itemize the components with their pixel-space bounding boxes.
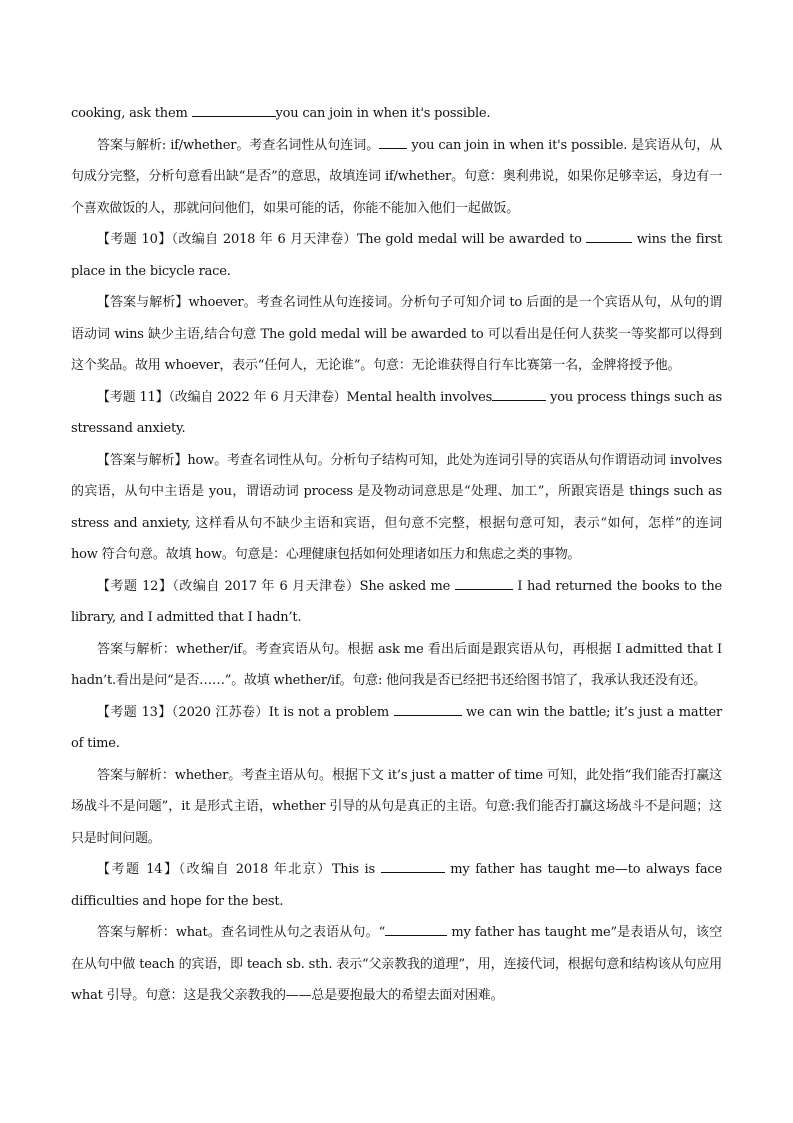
paragraph <box>71 760 722 855</box>
paragraph <box>71 98 722 130</box>
paragraph <box>71 917 722 1012</box>
paragraph-text: you can join in when it's possible. 是宾语从句，从句成分完整，分析句意看出缺“是否”的意思，故填连词 if/whether。句意：奥利弗说，如果你足够幸运，身边有一个喜欢做饭的人，那就问问他们，如果可能的话，你能不能加入他们一起做饭。 <box>71 137 722 216</box>
paragraph-text: we can win the battle; it’s just a matter of time. <box>71 704 722 751</box>
paragraph-text: 【考题 11】（改编自 2022 年 6 月天津卷）Mental health involves <box>97 389 493 405</box>
paragraph-text: 答案与解析：what。查名词性从句之表语从句。“ <box>97 925 386 940</box>
paragraph-text: 【答案与解析】how。考查名词性从句。分析句子结构可知，此处为连词引导的宾语从句作谓语动词 involves 的宾语，从句中主语是 you，谓语动词 process 是及物动词意思是“处理、加工”，所跟宾语是 things such as stress and anxiety, 这样看从句不缺少主语和宾语，但句意不完整，根据句意可知，表示“如何，怎样”的连词 how 符合句意。故填 how。句意是：心理健康包括如何处理诸如压力和焦虑之类的事物。 <box>71 452 722 562</box>
paragraph-text: you process things such as stressand anxiety. <box>71 389 722 436</box>
paragraph-text: I had returned the books to the library, and I admitted that I hadn’t. <box>71 578 723 625</box>
paragraph-text: 【考题 13】（2020 江苏卷）It is not a problem <box>97 704 394 720</box>
answer-blank <box>379 133 407 149</box>
paragraph <box>71 571 722 634</box>
paragraph-text: you can join in when it's possible. <box>275 106 491 121</box>
paragraph <box>71 854 722 917</box>
paragraph-text: my father has taught me”是表语从句，该空在从句中做 teach 的宾语，即 teach sb. sth. 表示“父亲教我的道理”，用，连接代词，根据句意和结构该从句应用 what 引导。句意：这是我父亲教我的——总是要抱最大的希望去面对困难。 <box>71 925 722 1003</box>
answer-blank <box>492 385 546 401</box>
answer-blank <box>385 920 447 936</box>
document-body <box>71 98 722 1012</box>
paragraph <box>71 224 722 287</box>
paragraph-text: 答案与解析: if/whether。考查名词性从句连词。 <box>97 137 380 153</box>
paragraph <box>71 634 722 697</box>
paragraph-text: 【答案与解析】whoever。考查名词性从句连接词。分析句子可知介词 to 后面的是一个宾语从句，从句的谓语动词 wins 缺少主语,结合句意 The gold medal will be awarded to 可以看出是任何人获奖一等奖都可以得到这个奖品。故用 whoever，表示“任何人，无论谁”。句意：无论谁获得自行车比赛第一名，金牌将授予他。 <box>71 295 722 373</box>
answer-blank <box>455 574 513 590</box>
paragraph-text: cooking, ask them <box>71 106 192 121</box>
paragraph-text: 【考题 14】（改编自 2018 年北京）This is <box>97 862 381 877</box>
paragraph <box>71 130 722 225</box>
paragraph-text: my father has taught me—to always face difficulties and hope for the best. <box>71 862 722 909</box>
paragraph-text: 【考题 12】（改编自 2017 年 6 月天津卷）She asked me <box>97 578 455 594</box>
answer-blank <box>586 227 632 243</box>
paragraph <box>71 382 722 445</box>
paragraph-text: 【考题 10】（改编自 2018 年 6 月天津卷）The gold medal will be awarded to <box>97 232 587 247</box>
paragraph <box>71 697 722 760</box>
paragraph-text: 答案与解析：whether。考查主语从句。根据下文 it’s just a matter of time 可知，此处指“我们能否打赢这场战斗不是问题”，it 是形式主语，whether 引导的从句是真正的主语。句意:我们能否打赢这场战斗不是问题；这只是时间问题。 <box>71 767 722 846</box>
paragraph <box>71 287 722 382</box>
answer-blank <box>381 857 445 873</box>
answer-blank <box>394 700 462 716</box>
paragraph-text: 答案与解析：whether/if。考查宾语从句。根据 ask me 看出后面是跟宾语从句，再根据 I admitted that I hadn’t.看出是问“是否……”。故填 whether/if。句意: 他问我是否已经把书还给图书馆了，我承认我还没有还。 <box>71 641 722 688</box>
paragraph <box>71 445 722 571</box>
paragraph-text: wins the first place in the bicycle race. <box>71 232 722 279</box>
answer-blank <box>192 101 276 117</box>
